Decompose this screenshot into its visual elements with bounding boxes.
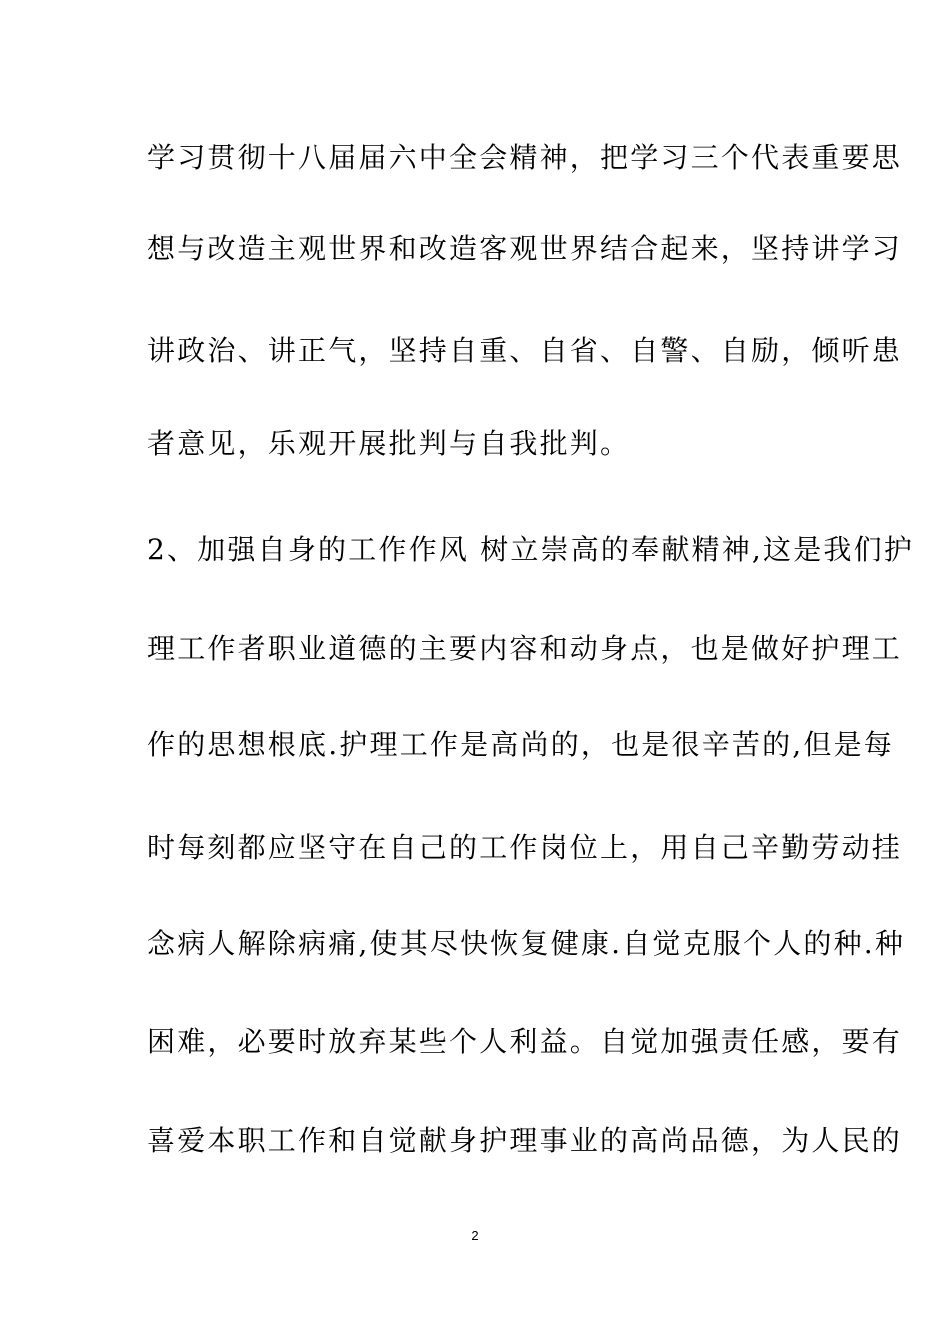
text-line-1: 学习贯彻十八届届六中全会精神，把学习三个代表重要思 bbox=[147, 141, 903, 174]
text-line-8: 时每刻都应坚守在自己的工作岗位上，用自己辛勤劳动挂 bbox=[147, 831, 903, 864]
text-line-4: 者意见，乐观开展批判与自我批判。 bbox=[147, 427, 631, 460]
page-number: 2 bbox=[471, 1228, 479, 1243]
text-line-9: 念病人解除病痛,使其尽快恢复健康.自觉克服个人的种.种 bbox=[147, 927, 906, 960]
text-line-6: 理工作者职业道德的主要内容和动身点，也是做好护理工 bbox=[147, 632, 903, 665]
text-line-10: 困难，必要时放弃某些个人利益。自觉加强责任感，要有 bbox=[147, 1025, 903, 1058]
text-line-11: 喜爱本职工作和自觉献身护理事业的高尚品德，为人民的 bbox=[147, 1124, 903, 1157]
text-line-3: 讲政治、讲正气，坚持自重、自省、自警、自励，倾听患 bbox=[147, 334, 903, 367]
text-line-2: 想与改造主观世界和改造客观世界结合起来，坚持讲学习 bbox=[147, 232, 903, 265]
text-line-7: 作的思想根底.护理工作是高尚的，也是很辛苦的,但是每 bbox=[147, 728, 895, 761]
text-line-5: 2、加强自身的工作作风 树立崇高的奉献精神,这是我们护 bbox=[147, 533, 915, 566]
